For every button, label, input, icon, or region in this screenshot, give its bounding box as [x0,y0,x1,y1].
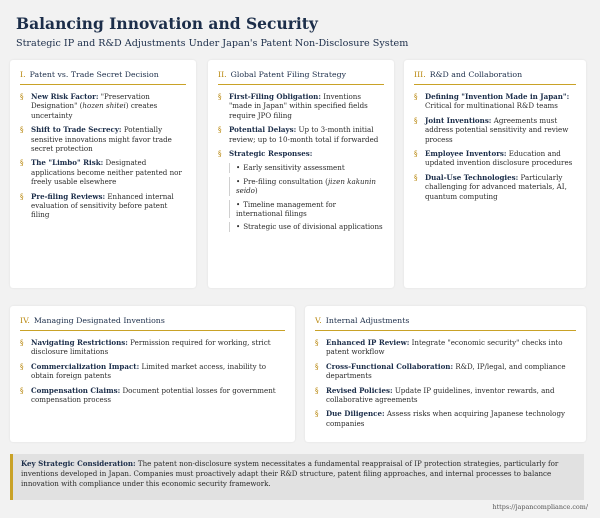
section-card-internal-adjustments [305,306,586,442]
list-item: § Pre-filing Reviews: Enhanced internal evaluation of sensitivity before patent filing [20,191,174,220]
list-item: § The "Limbo" Risk: Designated applications become neither patented nor freely usable elsewhere [20,158,182,187]
list-item: § Strategic Responses: [218,149,313,159]
section-card-rd-collaboration [404,60,586,288]
list-item: § Joint Inventions: Agreements must address potential sensitivity and review process [414,115,569,144]
list-item: § Cross-Functional Collaboration: R&D, IP/legal, and compliance departments [315,361,566,381]
list-item: § Due Diligence: Assess risks when acquiring Japanese technology companies [315,409,565,428]
list-item: § First-Filing Obligation: Inventions "made in Japan" within specified fields require JPO filing [218,92,368,120]
list-item: § Employee Inventors: Education and updated invention disclosure procedures [414,149,573,168]
section-heading: III. R&D and Collaboration [414,70,576,85]
page-title: Balancing Innovation and Security [16,14,318,33]
section-heading: II. Global Patent Filing Strategy [218,70,384,85]
key-consideration-box: Key Strategic Consideration: The patent non-disclosure system necessitates a fundamental reappraisal of IP protection strategies, particularly for inventions developed in Japan. Companies must proactively adapt their R&D structure, patent filing approaches, and internal processes to balance innovation with compliance under this economic security framework. [10,454,584,500]
section-heading: I. Patent vs. Trade Secret Decision [20,70,186,85]
footer-url[interactable]: https://japancompliance.com/ [492,503,588,511]
list-item: § New Risk Factor: "Preservation Designation" (hozen shitei) creates uncertainty [20,92,158,120]
sub-list-item: • Pre-filing consultation (jizen kakunin seido) [229,177,384,196]
list-item: § Revised Policies: Update IP guidelines, inventor rewards, and collaborative agreements [315,385,555,405]
page-subtitle: Strategic IP and R&D Adjustments Under Japan's Patent Non-Disclosure System [16,38,409,49]
sub-list-item: • Strategic use of divisional applications [229,222,384,231]
list-item: § Navigating Restrictions: Permission required for working, strict disclosure limitations [20,338,271,357]
list-item: § Compensation Claims: Document potential losses for government compensation process [20,385,276,405]
list-item: § Enhanced IP Review: Integrate "economic security" checks into patent workflow [315,338,563,357]
section-heading: IV. Managing Designated Inventions [20,316,285,331]
list-item: § Shift to Trade Secrecy: Potentially sensitive innovations might favor trade secret protection [20,125,172,154]
list-item: § Dual-Use Technologies: Particularly challenging for advanced materials, AI, quantum computing [414,172,567,201]
sub-list-item: • Timeline management for international filings [229,200,384,219]
section-heading: V. Internal Adjustments [315,316,576,331]
list-item: § Defining "Invention Made in Japan": Critical for multinational R&D teams [414,92,570,111]
sub-list-item: • Early sensitivity assessment [229,163,384,172]
list-item: § Commercialization Impact: Limited market access, inability to obtain foreign patents [20,361,267,381]
section-card-patent-vs-trade-secret [10,60,196,288]
section-card-global-filing-strategy [208,60,394,288]
list-item: § Potential Delays: Up to 3-month initial review; up to 10-month total if forwarded [218,125,379,144]
section-card-designated-inventions [10,306,295,442]
